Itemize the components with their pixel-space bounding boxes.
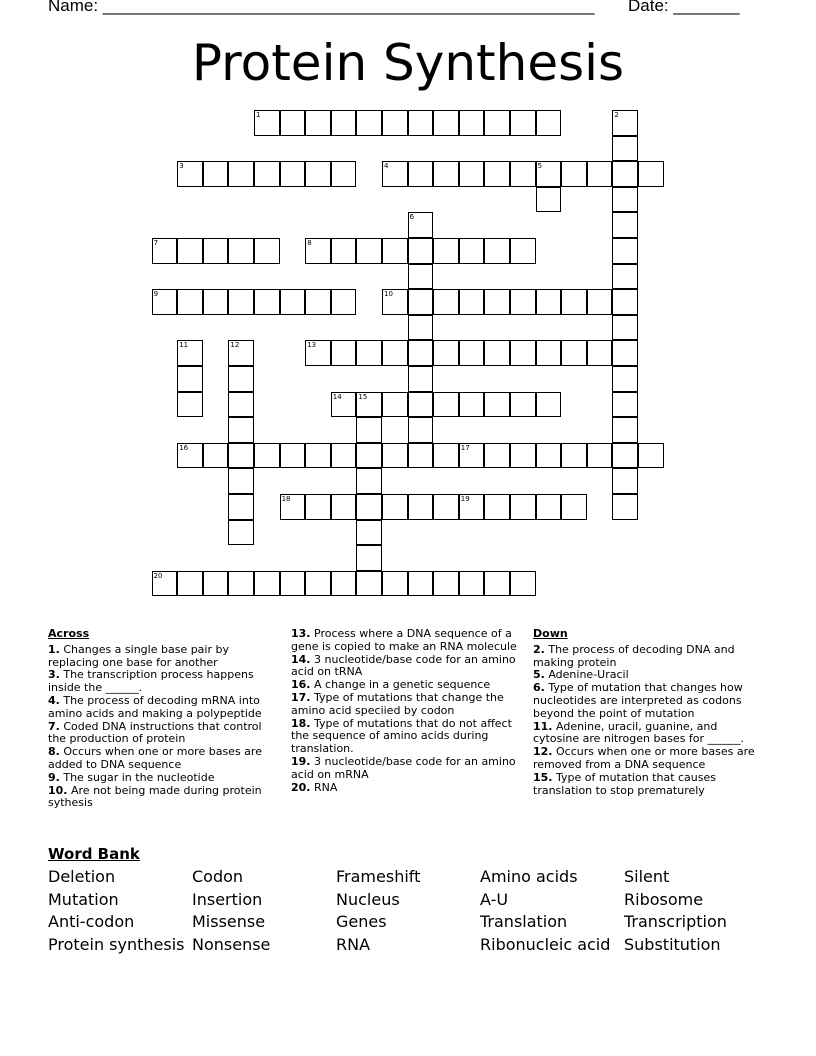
clue-number-label: 7 bbox=[153, 239, 159, 247]
crossword-cell[interactable] bbox=[203, 289, 229, 315]
clue-number-label: 19 bbox=[460, 495, 470, 503]
crossword-cell[interactable] bbox=[203, 161, 229, 187]
crossword-cell[interactable] bbox=[228, 340, 254, 366]
crossword-cell[interactable] bbox=[484, 443, 510, 469]
crossword-cell[interactable] bbox=[177, 392, 203, 418]
crossword-cell[interactable] bbox=[305, 289, 331, 315]
crossword-cell[interactable] bbox=[254, 110, 280, 136]
crossword-cell[interactable] bbox=[280, 161, 306, 187]
crossword-cell[interactable] bbox=[612, 340, 638, 366]
crossword-cell[interactable] bbox=[587, 340, 613, 366]
crossword-cell[interactable] bbox=[408, 289, 434, 315]
crossword-cell[interactable] bbox=[612, 468, 638, 494]
crossword-cell[interactable] bbox=[228, 494, 254, 520]
crossword-cell[interactable] bbox=[408, 392, 434, 418]
clue-number-label: 6 bbox=[409, 213, 415, 222]
crossword-cell[interactable] bbox=[484, 110, 510, 136]
crossword-cell[interactable] bbox=[254, 571, 280, 597]
clue-number-label: 1 bbox=[256, 111, 261, 119]
crossword-cell[interactable] bbox=[356, 545, 382, 571]
crossword-cell[interactable] bbox=[612, 366, 638, 392]
crossword-cell[interactable] bbox=[433, 238, 459, 264]
crossword-cell[interactable] bbox=[228, 289, 254, 315]
crossword-cell[interactable] bbox=[536, 289, 562, 315]
crossword-cell[interactable] bbox=[408, 340, 434, 366]
crossword-cell[interactable] bbox=[177, 238, 203, 264]
word-bank-word: A-U bbox=[480, 889, 509, 909]
crossword-cell[interactable] bbox=[408, 212, 434, 238]
word-bank-word: Transcription bbox=[624, 912, 727, 932]
date-label[interactable]: Date: _______ bbox=[628, 0, 740, 15]
crossword-cell[interactable] bbox=[433, 110, 459, 136]
clue-number-label: 18 bbox=[281, 495, 291, 503]
clue-number-label: 20 bbox=[153, 571, 163, 580]
crossword-cell[interactable] bbox=[536, 340, 562, 366]
crossword-cell[interactable] bbox=[561, 340, 587, 366]
crossword-cell[interactable] bbox=[408, 443, 434, 469]
clue-item: 9. The sugar in the nucleotide bbox=[48, 770, 215, 784]
crossword-cell[interactable] bbox=[382, 110, 408, 136]
crossword-cell[interactable] bbox=[536, 494, 562, 520]
crossword-cell[interactable] bbox=[408, 571, 434, 597]
word-bank-word: Silent bbox=[624, 867, 670, 886]
crossword-cell[interactable] bbox=[305, 340, 331, 366]
crossword-cell[interactable] bbox=[228, 443, 254, 469]
crossword-cell[interactable] bbox=[459, 571, 485, 597]
crossword-cell[interactable] bbox=[536, 110, 562, 136]
crossword-cell[interactable] bbox=[612, 417, 638, 443]
word-bank-word: Nonsense bbox=[192, 935, 271, 955]
crossword-cell[interactable] bbox=[459, 289, 485, 315]
crossword-cell[interactable] bbox=[433, 571, 459, 597]
crossword-cell[interactable] bbox=[356, 392, 382, 418]
crossword-cell[interactable] bbox=[433, 392, 459, 418]
crossword-cell[interactable] bbox=[408, 110, 434, 136]
word-bank-row bbox=[48, 934, 778, 957]
crossword-cell[interactable] bbox=[484, 494, 510, 520]
crossword-cell[interactable] bbox=[280, 443, 306, 469]
crossword-cell[interactable] bbox=[459, 161, 485, 187]
crossword-cell[interactable] bbox=[561, 289, 587, 315]
clue-item: 7. Coded DNA instructions that control the production of protein bbox=[48, 719, 262, 746]
crossword-cell[interactable] bbox=[382, 443, 408, 469]
crossword-cell[interactable] bbox=[356, 110, 382, 136]
clue-item: 17. Type of mutations that change the amino acid speciied by codon bbox=[291, 690, 504, 717]
crossword-cell[interactable] bbox=[510, 494, 536, 520]
crossword-cell[interactable] bbox=[228, 238, 254, 264]
crossword-cell[interactable] bbox=[459, 443, 485, 469]
word-bank-word: Translation bbox=[480, 912, 568, 932]
crossword-cell[interactable] bbox=[484, 392, 510, 418]
crossword-cell[interactable] bbox=[612, 187, 638, 213]
crossword-cell[interactable] bbox=[612, 136, 638, 162]
word-bank-word: Amino acids bbox=[480, 867, 578, 886]
crossword-cell[interactable] bbox=[612, 315, 638, 341]
crossword-cell[interactable] bbox=[536, 443, 562, 469]
crossword-cell[interactable] bbox=[612, 110, 638, 136]
name-date-line bbox=[48, 0, 740, 16]
clue-item: 4. The process of decoding mRNA into amino acids and making a polypeptide bbox=[48, 693, 262, 720]
crossword-cell[interactable] bbox=[331, 443, 357, 469]
crossword-cell[interactable] bbox=[433, 161, 459, 187]
crossword-cell[interactable] bbox=[305, 494, 331, 520]
crossword-cell[interactable] bbox=[152, 289, 178, 315]
crossword-cell[interactable] bbox=[356, 494, 382, 520]
clue-item: 20. RNA bbox=[291, 780, 338, 794]
crossword-cell[interactable] bbox=[331, 494, 357, 520]
clue-item: 18. Type of mutations that do not affect the sequence of amino acids during translation. bbox=[291, 716, 512, 756]
clue-item: 14. 3 nucleotide/base code for an amino acid on tRNA bbox=[291, 652, 516, 679]
word-bank-word: Substitution bbox=[624, 935, 721, 955]
crossword-cell[interactable] bbox=[612, 264, 638, 290]
crossword-cell[interactable] bbox=[331, 110, 357, 136]
crossword-cell[interactable] bbox=[177, 571, 203, 597]
clue-item: 3. The transcription process happens inside the ______. bbox=[48, 668, 254, 695]
crossword-cell[interactable] bbox=[305, 571, 331, 597]
crossword-cell[interactable] bbox=[638, 443, 664, 469]
crossword-cell[interactable] bbox=[536, 392, 562, 418]
crossword-cell[interactable] bbox=[177, 443, 203, 469]
word-bank bbox=[48, 866, 778, 957]
word-bank-word: RNA bbox=[336, 935, 371, 955]
clue-item: 11. Adenine, uracil, guanine, and cytosine are nitrogen bases for ______. bbox=[533, 719, 745, 746]
crossword-cell[interactable] bbox=[382, 161, 408, 187]
clue-number-label: 9 bbox=[153, 290, 159, 299]
crossword-cell[interactable] bbox=[408, 264, 434, 290]
crossword-cell[interactable] bbox=[280, 289, 306, 315]
clue-item: 12. Occurs when one or more bases are removed from a DNA sequence bbox=[533, 745, 755, 771]
crossword-cell[interactable] bbox=[587, 289, 613, 315]
clue-item: 5. Adenine-Uracil bbox=[533, 668, 629, 682]
crossword-cell[interactable] bbox=[459, 238, 485, 264]
crossword-cell[interactable] bbox=[177, 161, 203, 187]
crossword-cell[interactable] bbox=[484, 571, 510, 597]
crossword-cell[interactable] bbox=[331, 289, 357, 315]
clue-item: 13. Process where a DNA sequence of a gene is copied to make an RNA molecule bbox=[291, 627, 517, 653]
crossword-cell[interactable] bbox=[612, 212, 638, 238]
crossword-cell[interactable] bbox=[356, 238, 382, 264]
word-bank-row bbox=[48, 866, 778, 889]
crossword-cell[interactable] bbox=[561, 161, 587, 187]
crossword-cell[interactable] bbox=[177, 340, 203, 366]
name-label[interactable]: Name: ____________________________________________________ bbox=[48, 0, 595, 15]
crossword-cell[interactable] bbox=[331, 340, 357, 366]
clue-item: 6. Type of mutation that changes how nucleotides are interpreted as codons beyond the point of mutation bbox=[533, 681, 743, 720]
crossword-cell[interactable] bbox=[612, 238, 638, 264]
crossword-cell[interactable] bbox=[254, 289, 280, 315]
crossword-cell[interactable] bbox=[510, 289, 536, 315]
word-bank-row bbox=[48, 911, 778, 934]
crossword-cell[interactable] bbox=[484, 238, 510, 264]
crossword-cell[interactable] bbox=[152, 238, 178, 264]
crossword-cell[interactable] bbox=[510, 110, 536, 136]
crossword-cell[interactable] bbox=[612, 443, 638, 469]
word-bank-word: Nucleus bbox=[336, 889, 400, 909]
down-clues-column bbox=[533, 628, 763, 797]
crossword-cell[interactable] bbox=[331, 571, 357, 597]
clue-number-label: 13 bbox=[307, 341, 317, 350]
crossword-cell[interactable] bbox=[305, 443, 331, 469]
crossword-cell[interactable] bbox=[433, 340, 459, 366]
crossword-cell[interactable] bbox=[280, 571, 306, 597]
crossword-cell[interactable] bbox=[228, 468, 254, 494]
crossword-cell[interactable] bbox=[356, 340, 382, 366]
word-bank-word: Ribosome bbox=[624, 889, 704, 909]
crossword-cell[interactable] bbox=[587, 161, 613, 187]
crossword-cell[interactable] bbox=[433, 443, 459, 469]
clue-number-label: 17 bbox=[460, 443, 470, 452]
across-clues-column-2 bbox=[291, 628, 523, 794]
clue-number-label: 2 bbox=[614, 111, 619, 119]
crossword-cell[interactable] bbox=[305, 161, 331, 187]
crossword-cell[interactable] bbox=[612, 392, 638, 418]
clue-number-label: 3 bbox=[179, 162, 184, 171]
crossword-cell[interactable] bbox=[305, 238, 331, 264]
clue-item: 8. Occurs when one or more bases are added to DNA sequence bbox=[48, 745, 262, 771]
crossword-cell[interactable] bbox=[510, 161, 536, 187]
crossword-cell[interactable] bbox=[408, 494, 434, 520]
crossword-cell[interactable] bbox=[408, 315, 434, 341]
crossword-cell[interactable] bbox=[561, 494, 587, 520]
crossword-cell[interactable] bbox=[382, 392, 408, 418]
word-bank-word: Ribonucleic acid bbox=[480, 935, 611, 955]
crossword-cell[interactable] bbox=[459, 494, 485, 520]
crossword-cell[interactable] bbox=[382, 571, 408, 597]
crossword-cell[interactable] bbox=[561, 443, 587, 469]
crossword-cell[interactable] bbox=[510, 443, 536, 469]
crossword-cell[interactable] bbox=[331, 392, 357, 418]
clue-item: 19. 3 nucleotide/base code for an amino acid on mRNA bbox=[291, 754, 516, 781]
crossword-cell[interactable] bbox=[433, 289, 459, 315]
across-heading: Across bbox=[48, 627, 90, 640]
clue-item: 2. The process of decoding DNA and making protein bbox=[533, 642, 735, 669]
crossword-cell[interactable] bbox=[280, 494, 306, 520]
crossword-cell[interactable] bbox=[510, 340, 536, 366]
crossword-cell[interactable] bbox=[408, 366, 434, 392]
word-bank-word: Missense bbox=[192, 912, 266, 932]
clue-number-label: 12 bbox=[230, 341, 240, 350]
crossword-cell[interactable] bbox=[280, 110, 306, 136]
word-bank-word: Mutation bbox=[48, 889, 119, 909]
crossword-cell[interactable] bbox=[612, 161, 638, 187]
word-bank-word: Insertion bbox=[192, 889, 263, 909]
crossword-cell[interactable] bbox=[612, 289, 638, 315]
crossword-cell[interactable] bbox=[356, 468, 382, 494]
word-bank-word: Deletion bbox=[48, 867, 116, 886]
clue-number-label: 11 bbox=[179, 341, 189, 350]
clue-item: 10. Are not being made during protein sythesis bbox=[48, 783, 262, 810]
crossword-cell[interactable] bbox=[177, 366, 203, 392]
crossword-cell[interactable] bbox=[152, 571, 178, 597]
clue-item: 15. Type of mutation that causes translation to stop prematurely bbox=[533, 770, 716, 797]
word-bank-word: Frameshift bbox=[336, 867, 421, 886]
crossword-cell[interactable] bbox=[228, 520, 254, 546]
crossword-cell[interactable] bbox=[459, 392, 485, 418]
down-heading: Down bbox=[533, 627, 568, 640]
crossword-cell[interactable] bbox=[459, 340, 485, 366]
crossword-cell[interactable] bbox=[459, 110, 485, 136]
crossword-cell[interactable] bbox=[356, 417, 382, 443]
crossword-cell[interactable] bbox=[254, 238, 280, 264]
crossword-cell[interactable] bbox=[356, 571, 382, 597]
across-clues-column-1 bbox=[48, 628, 276, 810]
crossword-cell[interactable] bbox=[484, 289, 510, 315]
crossword-cell[interactable] bbox=[305, 110, 331, 136]
crossword-cell[interactable] bbox=[382, 494, 408, 520]
crossword-cell[interactable] bbox=[587, 443, 613, 469]
crossword-cell[interactable] bbox=[433, 494, 459, 520]
crossword-cell[interactable] bbox=[254, 161, 280, 187]
word-bank-word: Codon bbox=[192, 867, 244, 886]
crossword-cell[interactable] bbox=[228, 366, 254, 392]
crossword-cell[interactable] bbox=[382, 289, 408, 315]
crossword-cell[interactable] bbox=[331, 161, 357, 187]
word-bank-word: Protein synthesis bbox=[48, 935, 185, 955]
crossword-cell[interactable] bbox=[536, 161, 562, 187]
crossword-cell[interactable] bbox=[254, 443, 280, 469]
crossword-cell[interactable] bbox=[408, 238, 434, 264]
crossword-cell[interactable] bbox=[382, 340, 408, 366]
crossword-cell[interactable] bbox=[177, 289, 203, 315]
clue-item: 1. Changes a single base pair by replacing one base for another bbox=[48, 642, 229, 669]
clue-number-label: 15 bbox=[358, 392, 368, 401]
clue-item: 16. A change in a genetic sequence bbox=[291, 678, 491, 692]
crossword-cell[interactable] bbox=[356, 520, 382, 546]
crossword-cell[interactable] bbox=[228, 571, 254, 597]
crossword-cell[interactable] bbox=[612, 494, 638, 520]
clue-number-label: 14 bbox=[332, 392, 342, 401]
clue-number-label: 10 bbox=[384, 290, 393, 299]
crossword-cell[interactable] bbox=[484, 161, 510, 187]
word-bank-word: Anti-codon bbox=[48, 912, 135, 932]
page-title: Protein Synthesis bbox=[191, 34, 625, 92]
crossword-cell[interactable] bbox=[203, 238, 229, 264]
clue-number-label: 4 bbox=[384, 162, 389, 171]
word-bank-title: Word Bank bbox=[48, 845, 140, 863]
word-bank-word: Genes bbox=[336, 912, 387, 932]
crossword-cell[interactable] bbox=[408, 161, 434, 187]
crossword-cell[interactable] bbox=[203, 443, 229, 469]
crossword-cell[interactable] bbox=[510, 392, 536, 418]
crossword-cell[interactable] bbox=[536, 187, 562, 213]
clue-number-label: 5 bbox=[537, 162, 543, 171]
clue-number-label: 16 bbox=[179, 443, 189, 452]
crossword-cell[interactable] bbox=[228, 417, 254, 443]
clue-number-label: 8 bbox=[307, 239, 312, 247]
crossword-cell[interactable] bbox=[382, 238, 408, 264]
crossword-cell[interactable] bbox=[228, 392, 254, 418]
crossword-cell[interactable] bbox=[356, 443, 382, 469]
word-bank-row bbox=[48, 889, 778, 912]
crossword-cell[interactable] bbox=[203, 571, 229, 597]
crossword-cell[interactable] bbox=[408, 417, 434, 443]
crossword-cell[interactable] bbox=[228, 161, 254, 187]
crossword-cell[interactable] bbox=[510, 238, 536, 264]
crossword-cell[interactable] bbox=[638, 161, 664, 187]
crossword-cell[interactable] bbox=[484, 340, 510, 366]
crossword-cell[interactable] bbox=[331, 238, 357, 264]
crossword-cell[interactable] bbox=[510, 571, 536, 597]
